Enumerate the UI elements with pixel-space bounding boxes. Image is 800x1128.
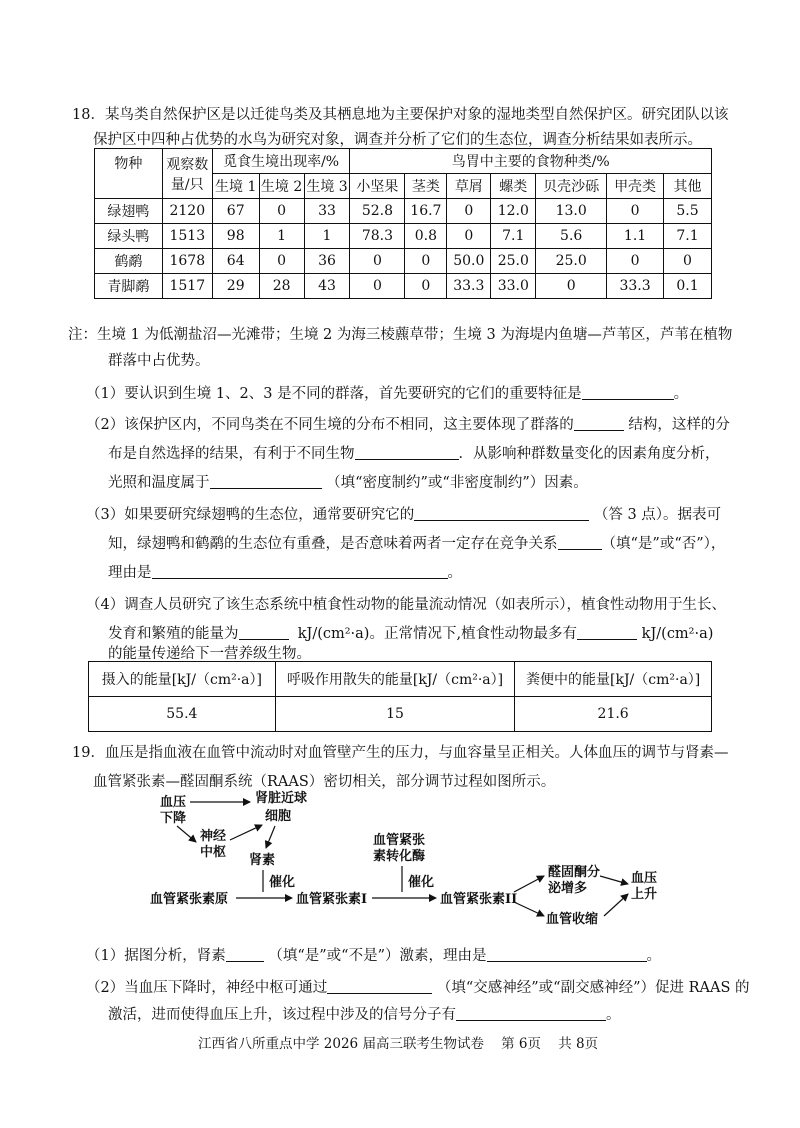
q18-part4-line1: （4）调查人员研究了该生态系统中植食性动物的能量流动情况（如表所示），植食性动物用于生长、	[86, 597, 726, 613]
bp-rise-label: 血压	[631, 871, 658, 886]
q19-part1-end: 。	[646, 948, 661, 964]
q18-part3-text-c: 知，绿翅鸭和鹤鹬的生态位有重叠，是否意味着两者一定存在竞争关系	[108, 536, 558, 552]
q18-part2-line1	[86, 413, 730, 434]
cell: 5.5	[664, 199, 712, 224]
q19-part1-text-b: （填“是”或“不是”）激素，理由是	[268, 948, 487, 964]
q18-part4-line2	[108, 622, 713, 643]
sub-other: 其他	[664, 174, 712, 199]
q18-part2-text-f: （填“密度制约”或“非密度制约”）因素。	[326, 475, 588, 491]
q18-part2-text-c: 布是自然选择的结果，有利于不同生物	[108, 446, 355, 462]
answer-blank[interactable]	[577, 625, 637, 640]
q18-part2-line2	[108, 442, 720, 463]
aldosterone-label-2: 泌增多	[548, 881, 588, 896]
cell: 0	[259, 249, 304, 274]
raas-diagram	[0, 790, 800, 930]
answer-blank[interactable]	[327, 979, 432, 994]
cell: 1.1	[607, 224, 664, 249]
angiotensin-2-label: 血管紧张素II	[440, 892, 518, 907]
table-row	[95, 249, 712, 274]
arrow-vaso-to-bp-rise	[604, 894, 628, 916]
energy-value-intake: 55.4	[89, 697, 276, 732]
answer-blank[interactable]	[582, 385, 674, 400]
cell: 0	[447, 199, 491, 224]
niche-table	[94, 148, 712, 299]
arrow-to-aldosterone	[514, 876, 544, 892]
nerve-center-label: 神经	[200, 829, 227, 844]
arrow-aldosterone-to-bp-rise	[600, 876, 628, 884]
q18-part1	[86, 382, 688, 403]
q18-part2-line3	[108, 471, 588, 492]
cell: 33	[304, 199, 350, 224]
energy-header-respiration: 呼吸作用散失的能量[kJ/（cm²·a）]	[275, 662, 515, 697]
juxtaglomerular-label: 肾脏近球	[255, 791, 308, 806]
juxtaglomerular-label-2: 细胞	[265, 809, 292, 824]
header-food: 鸟胃中主要的食物种类/%	[350, 149, 712, 174]
cell: 7.1	[664, 224, 712, 249]
sub-habitat3: 生境 3	[304, 174, 350, 199]
bp-drop-label-2: 下降	[160, 811, 187, 826]
q18-intro-line1: 18．某鸟类自然保护区是以迁徙鸟类及其栖息地为主要保护对象的湿地类型自然保护区。研究团队以该	[72, 107, 729, 123]
header-count	[162, 149, 212, 199]
q18-part1-end: 。	[673, 386, 689, 402]
cell: 33.3	[607, 274, 664, 299]
aldosterone-label: 醛固酮分	[548, 865, 601, 880]
answer-blank[interactable]	[487, 947, 647, 962]
q18-note-line2: 群落中占优势。	[108, 353, 210, 369]
cell: 0	[405, 249, 447, 274]
cell: 13.0	[536, 199, 607, 224]
catalyze-label-2: 催化	[408, 875, 435, 890]
energy-value-feces: 21.6	[515, 697, 712, 732]
cell: 0.1	[664, 274, 712, 299]
q19-part2-line1	[86, 976, 750, 997]
cell: 0	[447, 224, 491, 249]
ace-label-2: 素转化酶	[373, 849, 426, 864]
cell: 25.0	[536, 249, 607, 274]
cell: 29	[212, 274, 259, 299]
catalyze-label-1: 催化	[269, 875, 296, 890]
page-footer	[198, 1032, 598, 1052]
q18-part1-text: （1）要认识到生境 1、2、3 是不同的群落，首先要研究的它们的重要特征是	[86, 386, 582, 402]
cell: 67	[212, 199, 259, 224]
q18-part3-line2	[108, 532, 725, 553]
q18-part4-line3: 的能量传递给下一营养级生物。	[108, 646, 311, 662]
footer-total: 共 8页	[558, 1036, 599, 1052]
sub-stems: 茎类	[405, 174, 447, 199]
ace-label: 血管紧张	[373, 833, 426, 848]
q19-intro-line2: 血管紧张素—醛固酮系统（RAAS）密切相关，部分调节过程如图所示。	[93, 774, 556, 790]
angiotensinogen-label: 血管紧张素原	[150, 892, 229, 907]
answer-blank[interactable]	[355, 445, 459, 460]
cell: 1	[304, 224, 350, 249]
answer-blank[interactable]	[574, 416, 624, 431]
header-count-line1: 观察数	[166, 156, 209, 173]
arrow-kidney-to-renin	[266, 826, 275, 848]
cell: 50.0	[447, 249, 491, 274]
q18-part2-text-a: （2）该保护区内，不同鸟类在不同生境的分布不相同，这主要体现了群落的	[86, 417, 574, 433]
table-row	[95, 199, 712, 224]
cell: 33.3	[447, 274, 491, 299]
q19-part2-text-c: 激活，进而使得血压上升，该过程中涉及的信号分子有	[108, 1007, 456, 1023]
bp-drop-label: 血压	[160, 795, 187, 810]
cell: 0.8	[405, 224, 447, 249]
sub-shell-gravel: 贝壳沙砾	[536, 174, 607, 199]
q18-part4-text-c: kJ/(cm²·a)。正常情况下,植食性动物最多有	[297, 626, 578, 642]
cell: 2120	[162, 199, 212, 224]
arrow-bp-to-nerve	[177, 826, 196, 842]
cell: 33.0	[491, 274, 536, 299]
q18-part3-text-a: （3）如果要研究绿翅鸭的生态位，通常要研究它的	[86, 507, 415, 523]
cell: 0	[350, 274, 405, 299]
cell: 98	[212, 224, 259, 249]
q18-intro-line2: 保护区中四种占优势的水鸟为研究对象，调查并分析了它们的生态位，调查分析结果如表所示。	[93, 132, 702, 148]
header-species: 物种	[95, 149, 163, 199]
sub-grass: 草屑	[447, 174, 491, 199]
cell: 25.0	[491, 249, 536, 274]
energy-header-intake: 摄入的能量[kJ/（cm²·a）]	[89, 662, 276, 697]
q18-note-line1: 注：生境 1 为低潮盐沼—光滩带；生境 2 为海三棱藨草带；生境 3 为海堤内鱼塘—芦苇区，芦苇在植物	[68, 327, 733, 343]
q19-part2-line2	[108, 1003, 621, 1024]
cell: 28	[259, 274, 304, 299]
cell: 16.7	[405, 199, 447, 224]
arrow-nerve-to-kidney	[230, 825, 262, 840]
header-habitat: 觅食生境出现率/%	[212, 149, 350, 174]
sub-snails: 螺类	[491, 174, 536, 199]
cell: 1	[259, 224, 304, 249]
q18-part3-text-d: （填“是”或“否”），	[601, 536, 726, 552]
header-count-line2: 量/只	[170, 176, 204, 193]
nerve-center-label-2: 中枢	[200, 845, 227, 860]
cell: 1517	[162, 274, 212, 299]
q18-part3-text-f: 。	[447, 565, 462, 581]
energy-value-respiration: 15	[275, 697, 515, 732]
cell: 7.1	[491, 224, 536, 249]
sub-habitat2: 生境 2	[259, 174, 304, 199]
cell: 0	[664, 249, 712, 274]
q18-part3-line1	[86, 503, 721, 524]
cell: 1513	[162, 224, 212, 249]
vasoconstriction-label: 血管收缩	[546, 912, 599, 927]
cell: 0	[607, 249, 664, 274]
cell: 12.0	[491, 199, 536, 224]
q18-part2-text-d: ．从影响种群数量变化的因素角度分析，	[458, 446, 720, 462]
footer-school: 江西省八所重点中学 2026 届高三联考生物试卷	[198, 1036, 484, 1052]
q18-part3-line3	[108, 561, 462, 582]
footer-page: 第 6页	[501, 1036, 542, 1052]
q19-part2-text-b: （填“交感神经”或“副交感神经”）促进 RAAS 的	[436, 980, 750, 996]
q18-part4-text-b: 发育和繁殖的能量为	[108, 626, 239, 642]
q18-part3-text-b: （答 3 点）。据表可	[593, 507, 722, 523]
cell: 5.6	[536, 224, 607, 249]
cell: 43	[304, 274, 350, 299]
cell: 青脚鹬	[95, 274, 163, 299]
angiotensin-1-label: 血管紧张素I	[296, 892, 368, 907]
cell: 绿头鸭	[95, 224, 163, 249]
q19-part1	[86, 944, 661, 965]
q19-intro-line1: 19．血压是指血液在血管中流动时对血管壁产生的压力，与血容量呈正相关。人体血压的调节与肾素—	[72, 745, 729, 761]
sub-habitat1: 生境 1	[212, 174, 259, 199]
sub-crustaceans: 甲壳类	[607, 174, 664, 199]
q18-part2-text-b: 结构，这样的分	[628, 417, 730, 433]
renin-label: 肾素	[249, 853, 276, 868]
energy-table	[88, 661, 712, 732]
cell: 0	[259, 199, 304, 224]
cell: 0	[536, 274, 607, 299]
answer-blank[interactable]	[239, 625, 289, 640]
cell: 78.3	[350, 224, 405, 249]
q18-part3-text-e: 理由是	[108, 565, 152, 581]
cell: 36	[304, 249, 350, 274]
q19-part2-text-a: （2）当血压下降时，神经中枢可通过	[86, 980, 328, 996]
energy-header-feces: 粪便中的能量[kJ/（cm²·a）]	[515, 662, 712, 697]
answer-blank[interactable]	[210, 474, 322, 489]
cell: 绿翅鸭	[95, 199, 163, 224]
q18-part4-text-d: kJ/(cm²·a)	[641, 626, 714, 642]
answer-blank[interactable]	[414, 506, 589, 521]
q19-part1-text-a: （1）据图分析，肾素	[86, 948, 226, 964]
q18-part2-text-e: 光照和温度属于	[108, 475, 210, 491]
cell: 0	[607, 199, 664, 224]
answer-blank[interactable]	[152, 564, 448, 579]
q19-part2-end: 。	[606, 1007, 621, 1023]
cell: 0	[405, 274, 447, 299]
cell: 鹤鹬	[95, 249, 163, 274]
sub-nuts: 小坚果	[350, 174, 405, 199]
answer-blank[interactable]	[558, 535, 602, 550]
cell: 1678	[162, 249, 212, 274]
cell: 64	[212, 249, 259, 274]
table-row	[95, 224, 712, 249]
table-row	[95, 274, 712, 299]
bp-rise-label-2: 上升	[631, 887, 658, 902]
answer-blank[interactable]	[226, 947, 264, 962]
cell: 0	[350, 249, 405, 274]
cell: 52.8	[350, 199, 405, 224]
arrow-to-vasoconstriction	[514, 902, 544, 916]
answer-blank[interactable]	[456, 1006, 606, 1021]
